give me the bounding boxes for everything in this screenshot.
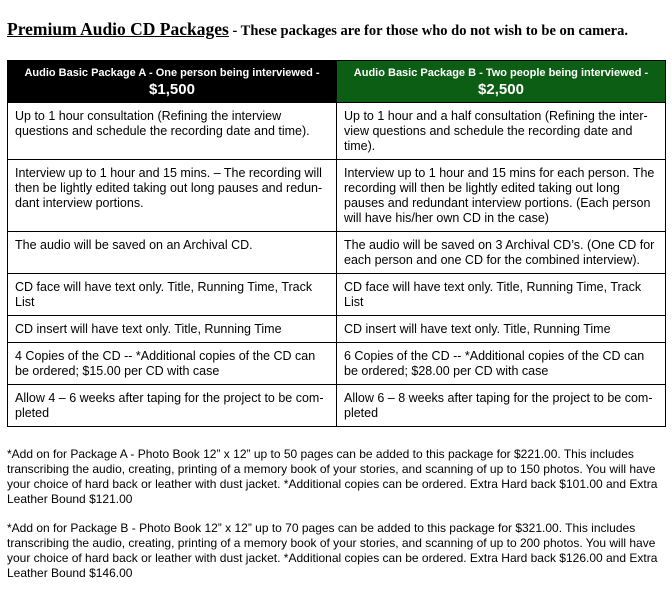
table-row <box>8 274 666 316</box>
package-b-name: Audio Basic Package B - Two people being interviewed - <box>353 67 649 79</box>
package-a-cell: CD face will have text only. Title, Running Time, Track List <box>8 274 337 316</box>
package-b-cell: Interview up to 1 hour and 15 mins for each person. The recording will then be lightly edited taking out long pauses and redundant interview portions. (Each person will have his/her own CD in the case) <box>337 160 666 232</box>
table-header-row <box>8 61 666 103</box>
add-on-note-package-b: *Add on for Package B - Photo Book 12” x 12” up to 70 pages can be added to this package for $321.00. This includes transcribing the audio, creating, printing of a memory book of your stories, and scanning of up to 200 photos. You will have your choice of hard back or leather with dust jacket. *Additional copies can be ordered. Extra Hard back $126.00 and Extra Leather Bound $146.00 <box>7 521 658 580</box>
table-row <box>8 385 666 427</box>
table-row <box>8 160 666 232</box>
package-b-price: $2,500 <box>478 81 524 98</box>
package-b-cell: CD face will have text only. Title, Running Time, Track List <box>337 274 666 316</box>
table-row <box>8 343 666 385</box>
package-b-cell: CD insert will have text only. Title, Running Time <box>337 316 666 343</box>
package-a-cell: CD insert will have text only. Title, Running Time <box>8 316 337 343</box>
package-b-cell: Allow 6 – 8 weeks after taping for the project to be com-pleted <box>337 385 666 427</box>
package-a-price: $1,500 <box>149 81 195 98</box>
package-a-cell: The audio will be saved on an Archival CD. <box>8 232 337 274</box>
add-on-notes <box>7 447 665 595</box>
package-a-name: Audio Basic Package A - One person being interviewed - <box>24 67 320 79</box>
table-row <box>8 232 666 274</box>
package-b-cell: The audio will be saved on 3 Archival CD’s. (One CD for each person and one CD for the combined interview). <box>337 232 666 274</box>
package-a-cell: Interview up to 1 hour and 15 mins. – The recording will then be lightly edited taking out long pauses and redun-dant interview portions. <box>8 160 337 232</box>
page-title-main: Premium Audio CD Packages <box>7 19 229 39</box>
package-b-cell: 6 Copies of the CD -- *Additional copies of the CD can be ordered; $28.00 per CD with case <box>337 343 666 385</box>
package-comparison-table <box>7 60 666 427</box>
package-b-cell: Up to 1 hour and a half consultation (Refining the inter-view questions and schedule the recording date and time). <box>337 103 666 160</box>
package-b-header <box>337 61 666 103</box>
page-title <box>7 19 669 40</box>
package-a-header <box>8 61 337 103</box>
table-row <box>8 316 666 343</box>
table-row <box>8 103 666 160</box>
package-a-cell: 4 Copies of the CD -- *Additional copies of the CD can be ordered; $15.00 per CD with case <box>8 343 337 385</box>
page-title-subtitle: - These packages are for those who do not wish to be on camera. <box>228 23 628 39</box>
add-on-note-package-a: *Add on for Package A - Photo Book 12” x 12” up to 50 pages can be added to this package for $221.00. This includes transcribing the audio, creating, printing of a memory book of your stories, and scanning of up to 150 photos. You will have your choice of hard back or leather with dust jacket. *Additional copies can be ordered. Extra Hard back $101.00 and Extra Leather Bound $121.00 <box>7 447 658 506</box>
package-a-cell: Allow 4 – 6 weeks after taping for the project to be com-pleted <box>8 385 337 427</box>
package-a-cell: Up to 1 hour consultation (Refining the interview questions and schedule the recording date and time). <box>8 103 337 160</box>
